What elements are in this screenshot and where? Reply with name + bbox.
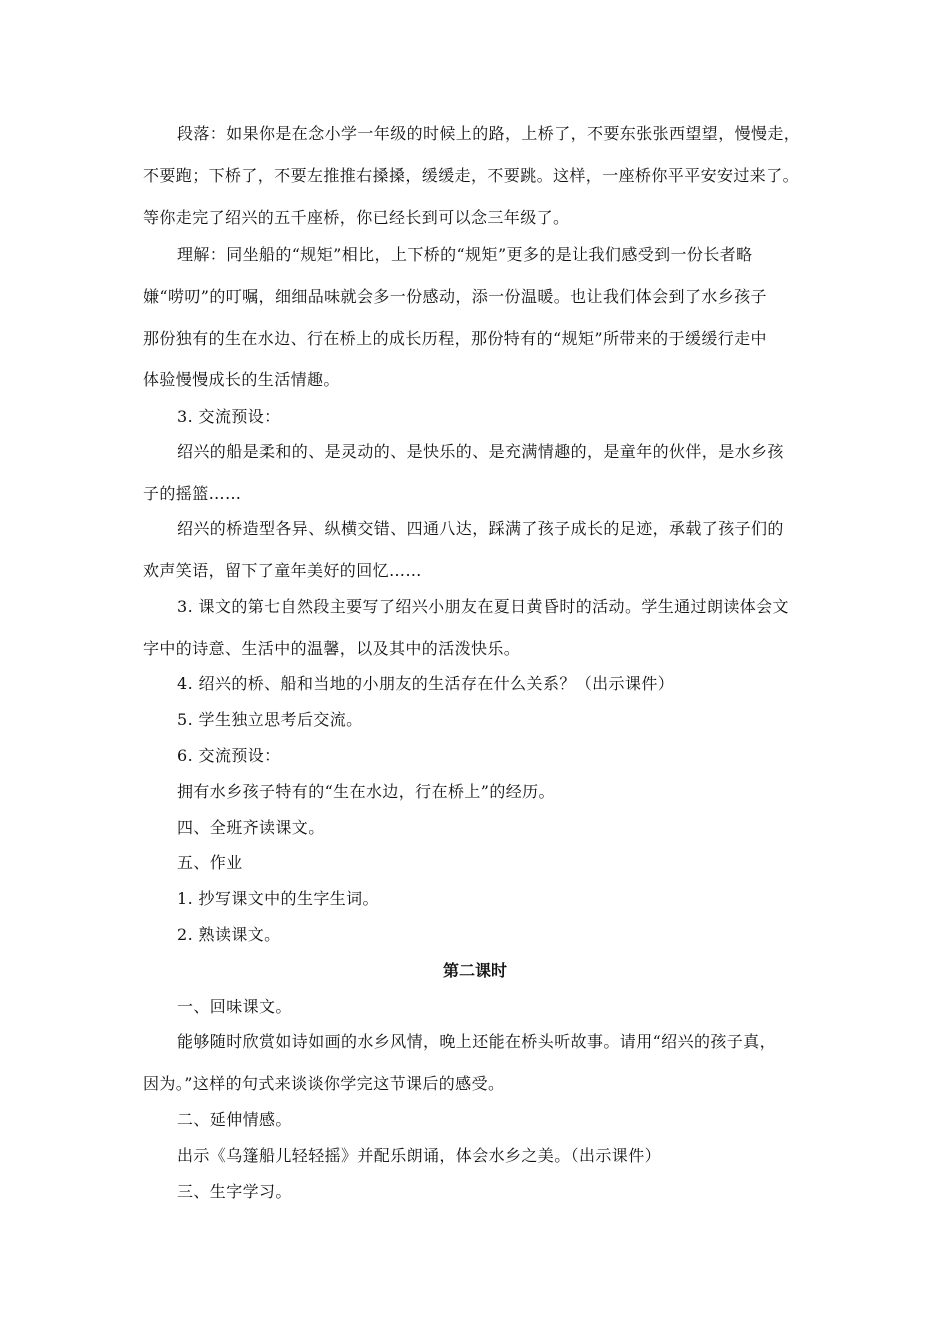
paragraph-line: 四、全班齐读课文。	[177, 818, 325, 837]
section-title: 第二课时	[442, 961, 507, 980]
paragraph-line: 等你走完了绍兴的五千座桥，你已经长到可以念三年级了。	[143, 208, 570, 227]
paragraph-line: 字中的诗意、生活中的温馨，以及其中的活泼快乐。	[143, 639, 521, 658]
paragraph-line: 欢声笑语，留下了童年美好的回忆……	[143, 561, 422, 580]
paragraph-line: 不要跑；下桥了，不要左推推右搡搡，缓缓走，不要跳。这样，一座桥你平平安安过来了。	[143, 166, 800, 185]
paragraph-line: 五、作业	[177, 853, 243, 872]
paragraph-line: 子的摇篮……	[143, 484, 242, 503]
paragraph-line: 出示《乌篷船儿轻轻摇》并配乐朗诵，体会水乡之美。（出示课件）	[177, 1146, 662, 1165]
paragraph-line: 体验慢慢成长的生活情趣。	[143, 370, 340, 389]
paragraph-line: 6. 交流预设：	[177, 746, 281, 765]
paragraph-line: 3. 交流预设：	[177, 407, 281, 426]
paragraph-line: 理解：同坐船的“规矩”相比，上下桥的“规矩”更多的是让我们感受到一份长者略	[177, 245, 753, 264]
paragraph-line: 二、延伸情感。	[177, 1110, 292, 1129]
paragraph-line: 一、回味课文。	[177, 997, 292, 1016]
paragraph-line: 绍兴的桥造型各异、纵横交错、四通八达，踩满了孩子成长的足迹，承载了孩子们的	[177, 519, 784, 538]
paragraph-line: 三、生字学习。	[177, 1182, 292, 1201]
paragraph-line: 因为。”这样的句式来谈谈你学完这节课后的感受。	[143, 1074, 505, 1093]
paragraph-line: 能够随时欣赏如诗如画的水乡风情，晚上还能在桥头听故事。请用“绍兴的孩子真，	[177, 1032, 776, 1051]
paragraph-line: 段落：如果你是在念小学一年级的时候上的路，上桥了，不要东张张西望望，慢慢走，	[177, 124, 801, 143]
paragraph-line: 5. 学生独立思考后交流。	[177, 710, 363, 729]
paragraph-line: 1. 抄写课文中的生字生词。	[177, 889, 379, 908]
paragraph-line: 那份独有的生在水边、行在桥上的成长历程，那份特有的“规矩”所带来的于缓缓行走中	[143, 329, 767, 348]
paragraph-line: 拥有水乡孩子特有的“生在水边，行在桥上”的经历。	[177, 782, 555, 801]
paragraph-line: 3. 课文的第七自然段主要写了绍兴小朋友在夏日黄昏时的活动。学生通过朗读体会文	[177, 597, 789, 616]
paragraph-line: 嫌“唠叨”的叮嘱，细细品味就会多一份感动，添一份温暖。也让我们体会到了水乡孩子	[143, 287, 767, 306]
paragraph-line: 绍兴的船是柔和的、是灵动的、是快乐的、是充满情趣的，是童年的伙伴，是水乡孩	[177, 442, 784, 461]
paragraph-line: 4. 绍兴的桥、船和当地的小朋友的生活存在什么关系？（出示课件）	[177, 674, 675, 693]
paragraph-line: 2. 熟读课文。	[177, 925, 281, 944]
